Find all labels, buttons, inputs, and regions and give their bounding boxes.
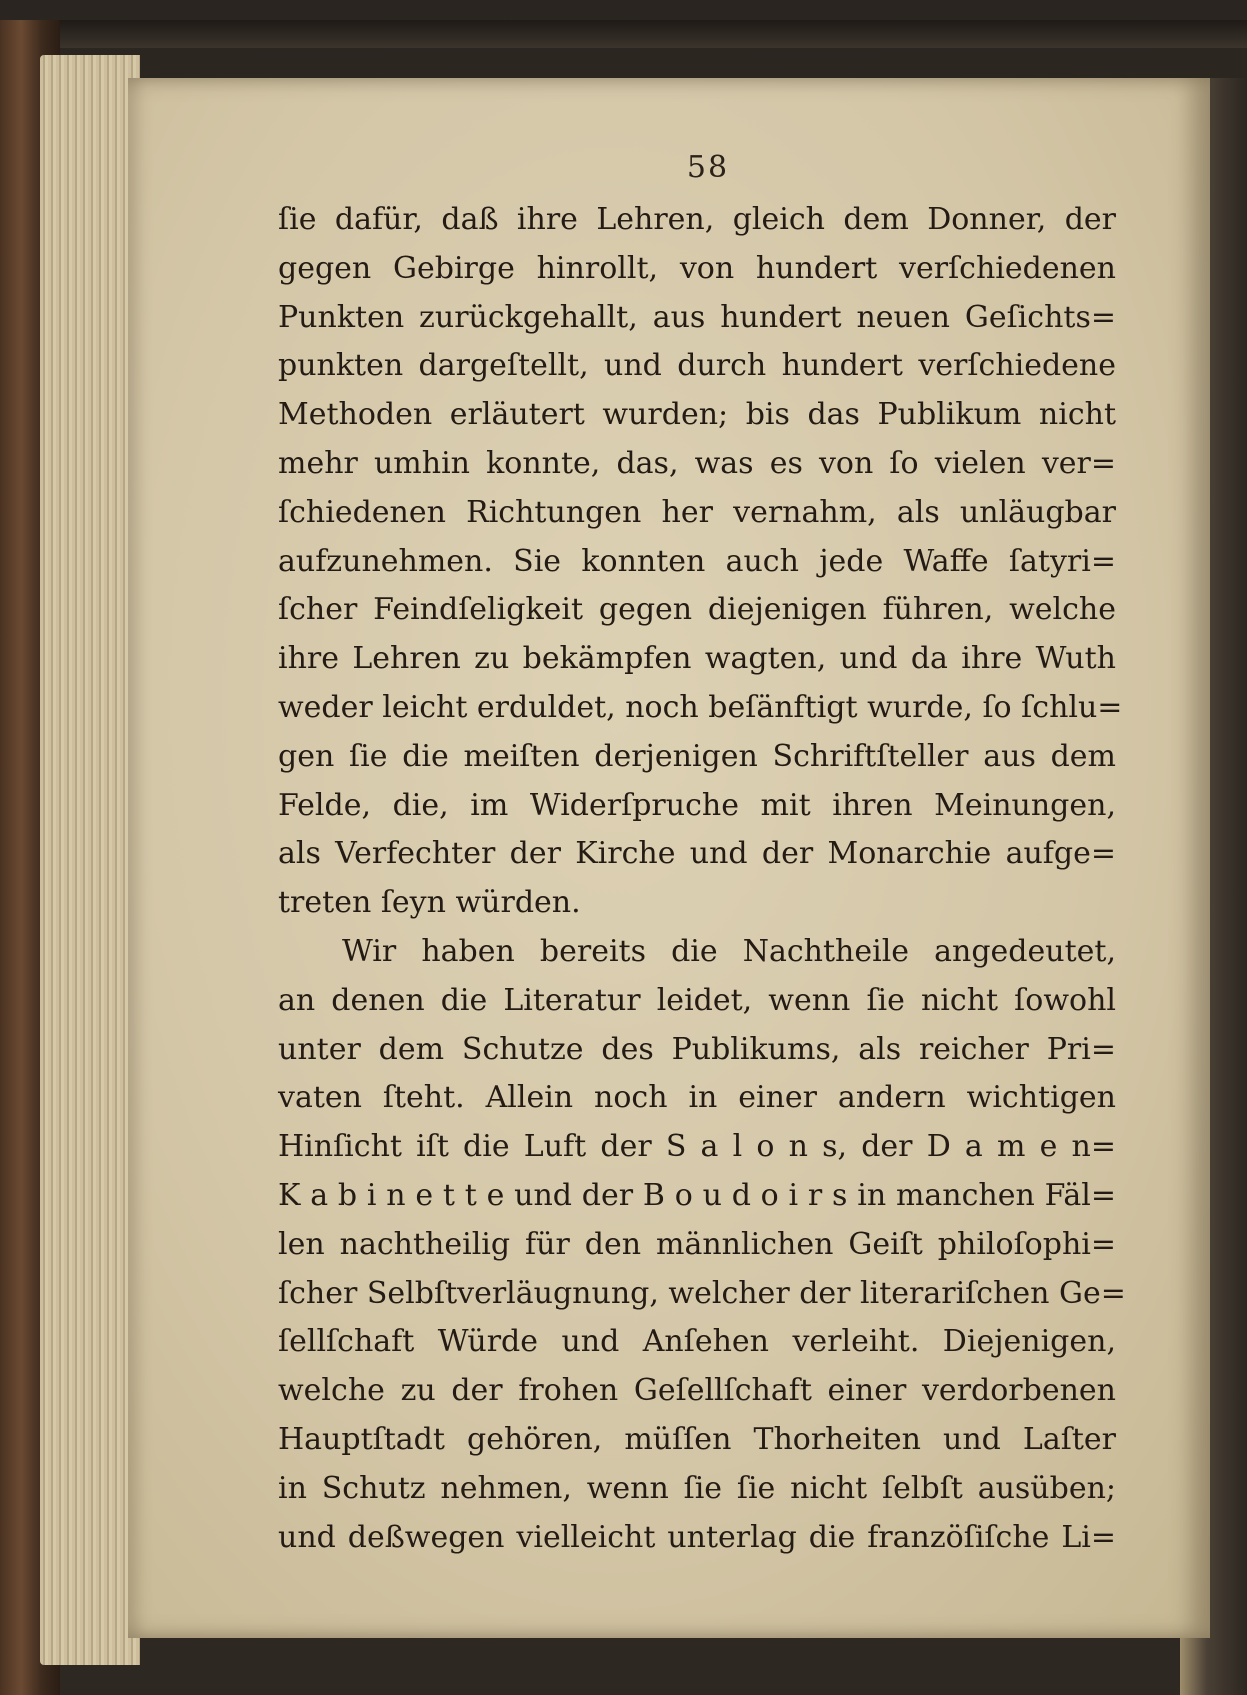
text-line: ſcher Selbſtverläugnung, welcher der literariſchen Ge= xyxy=(278,1275,1126,1311)
text-line: treten ſeyn würden. xyxy=(278,885,581,921)
text-line: Wir haben bereits die Nachtheile angedeutet, xyxy=(342,933,1116,969)
text-line: und deßwegen vielleicht unterlag die franzöſiſche Li= xyxy=(278,1519,1116,1555)
text-line: K a b i n e t t e und der B o u d o i r s in manchen Fäl= xyxy=(278,1177,1116,1213)
text-line: Methoden erläutert wurden; bis das Publikum nicht xyxy=(278,397,1116,433)
text-line: als Verfechter der Kirche und der Monarchie aufge= xyxy=(278,836,1116,872)
text-line: mehr umhin konnte, das, was es von ſo vielen ver= xyxy=(278,445,1116,481)
text-line: Punkten zurückgehallt, aus hundert neuen Geſichts= xyxy=(278,299,1116,335)
text-line: Felde, die, im Widerſpruche mit ihren Meinungen, xyxy=(278,787,1116,823)
text-line: ſellſchaft Würde und Anſehen verleiht. Diejenigen, xyxy=(278,1324,1116,1360)
text-line: an denen die Literatur leidet, wenn ſie nicht ſowohl xyxy=(278,982,1116,1018)
page-text xyxy=(278,196,1126,1562)
text-line: weder leicht erduldet, noch beſänftigt wurde, ſo ſchlu= xyxy=(278,689,1123,725)
text-line: aufzunehmen. Sie konnten auch jede Waffe ſatyri= xyxy=(278,543,1116,579)
text-line: unter dem Schutze des Publikums, als reicher Pri= xyxy=(278,1031,1116,1067)
text-line: welche zu der frohen Geſellſchaft einer verdorbenen xyxy=(278,1373,1116,1409)
text-line: len nachtheilig für den männlichen Geiſt philoſophi= xyxy=(278,1226,1116,1262)
text-line: gen ſie die meiſten derjenigen Schriftſteller aus dem xyxy=(278,738,1116,774)
text-line: vaten ſteht. Allein noch in einer andern wichtigen xyxy=(278,1080,1116,1116)
book-top-edge xyxy=(0,20,1247,48)
text-line: ſcher Feindſeligkeit gegen diejenigen führen, welche xyxy=(278,592,1116,628)
text-line: punkten dargeſtellt, und durch hundert verſchiedene xyxy=(278,348,1116,384)
page-number: 58 xyxy=(686,150,730,185)
text-line: gegen Gebirge hinrollt, von hundert verſchiedenen xyxy=(278,250,1116,286)
text-line: ihre Lehren zu bekämpfen wagten, und da ihre Wuth xyxy=(278,641,1116,677)
text-line: Hauptſtadt gehören, müſſen Thorheiten und Laſter xyxy=(278,1421,1116,1457)
text-line: Hinſicht iſt die Luft der S a l o n s, der D a m e n= xyxy=(278,1129,1116,1165)
text-line: ſie dafür, daß ihre Lehren, gleich dem Donner, der xyxy=(278,202,1116,237)
text-line: ſchiedenen Richtungen her vernahm, als unläugbar xyxy=(278,494,1116,530)
page-stack-edges xyxy=(40,55,140,1665)
text-line: in Schutz nehmen, wenn ſie ſie nicht ſelbſt ausüben; xyxy=(278,1470,1116,1506)
